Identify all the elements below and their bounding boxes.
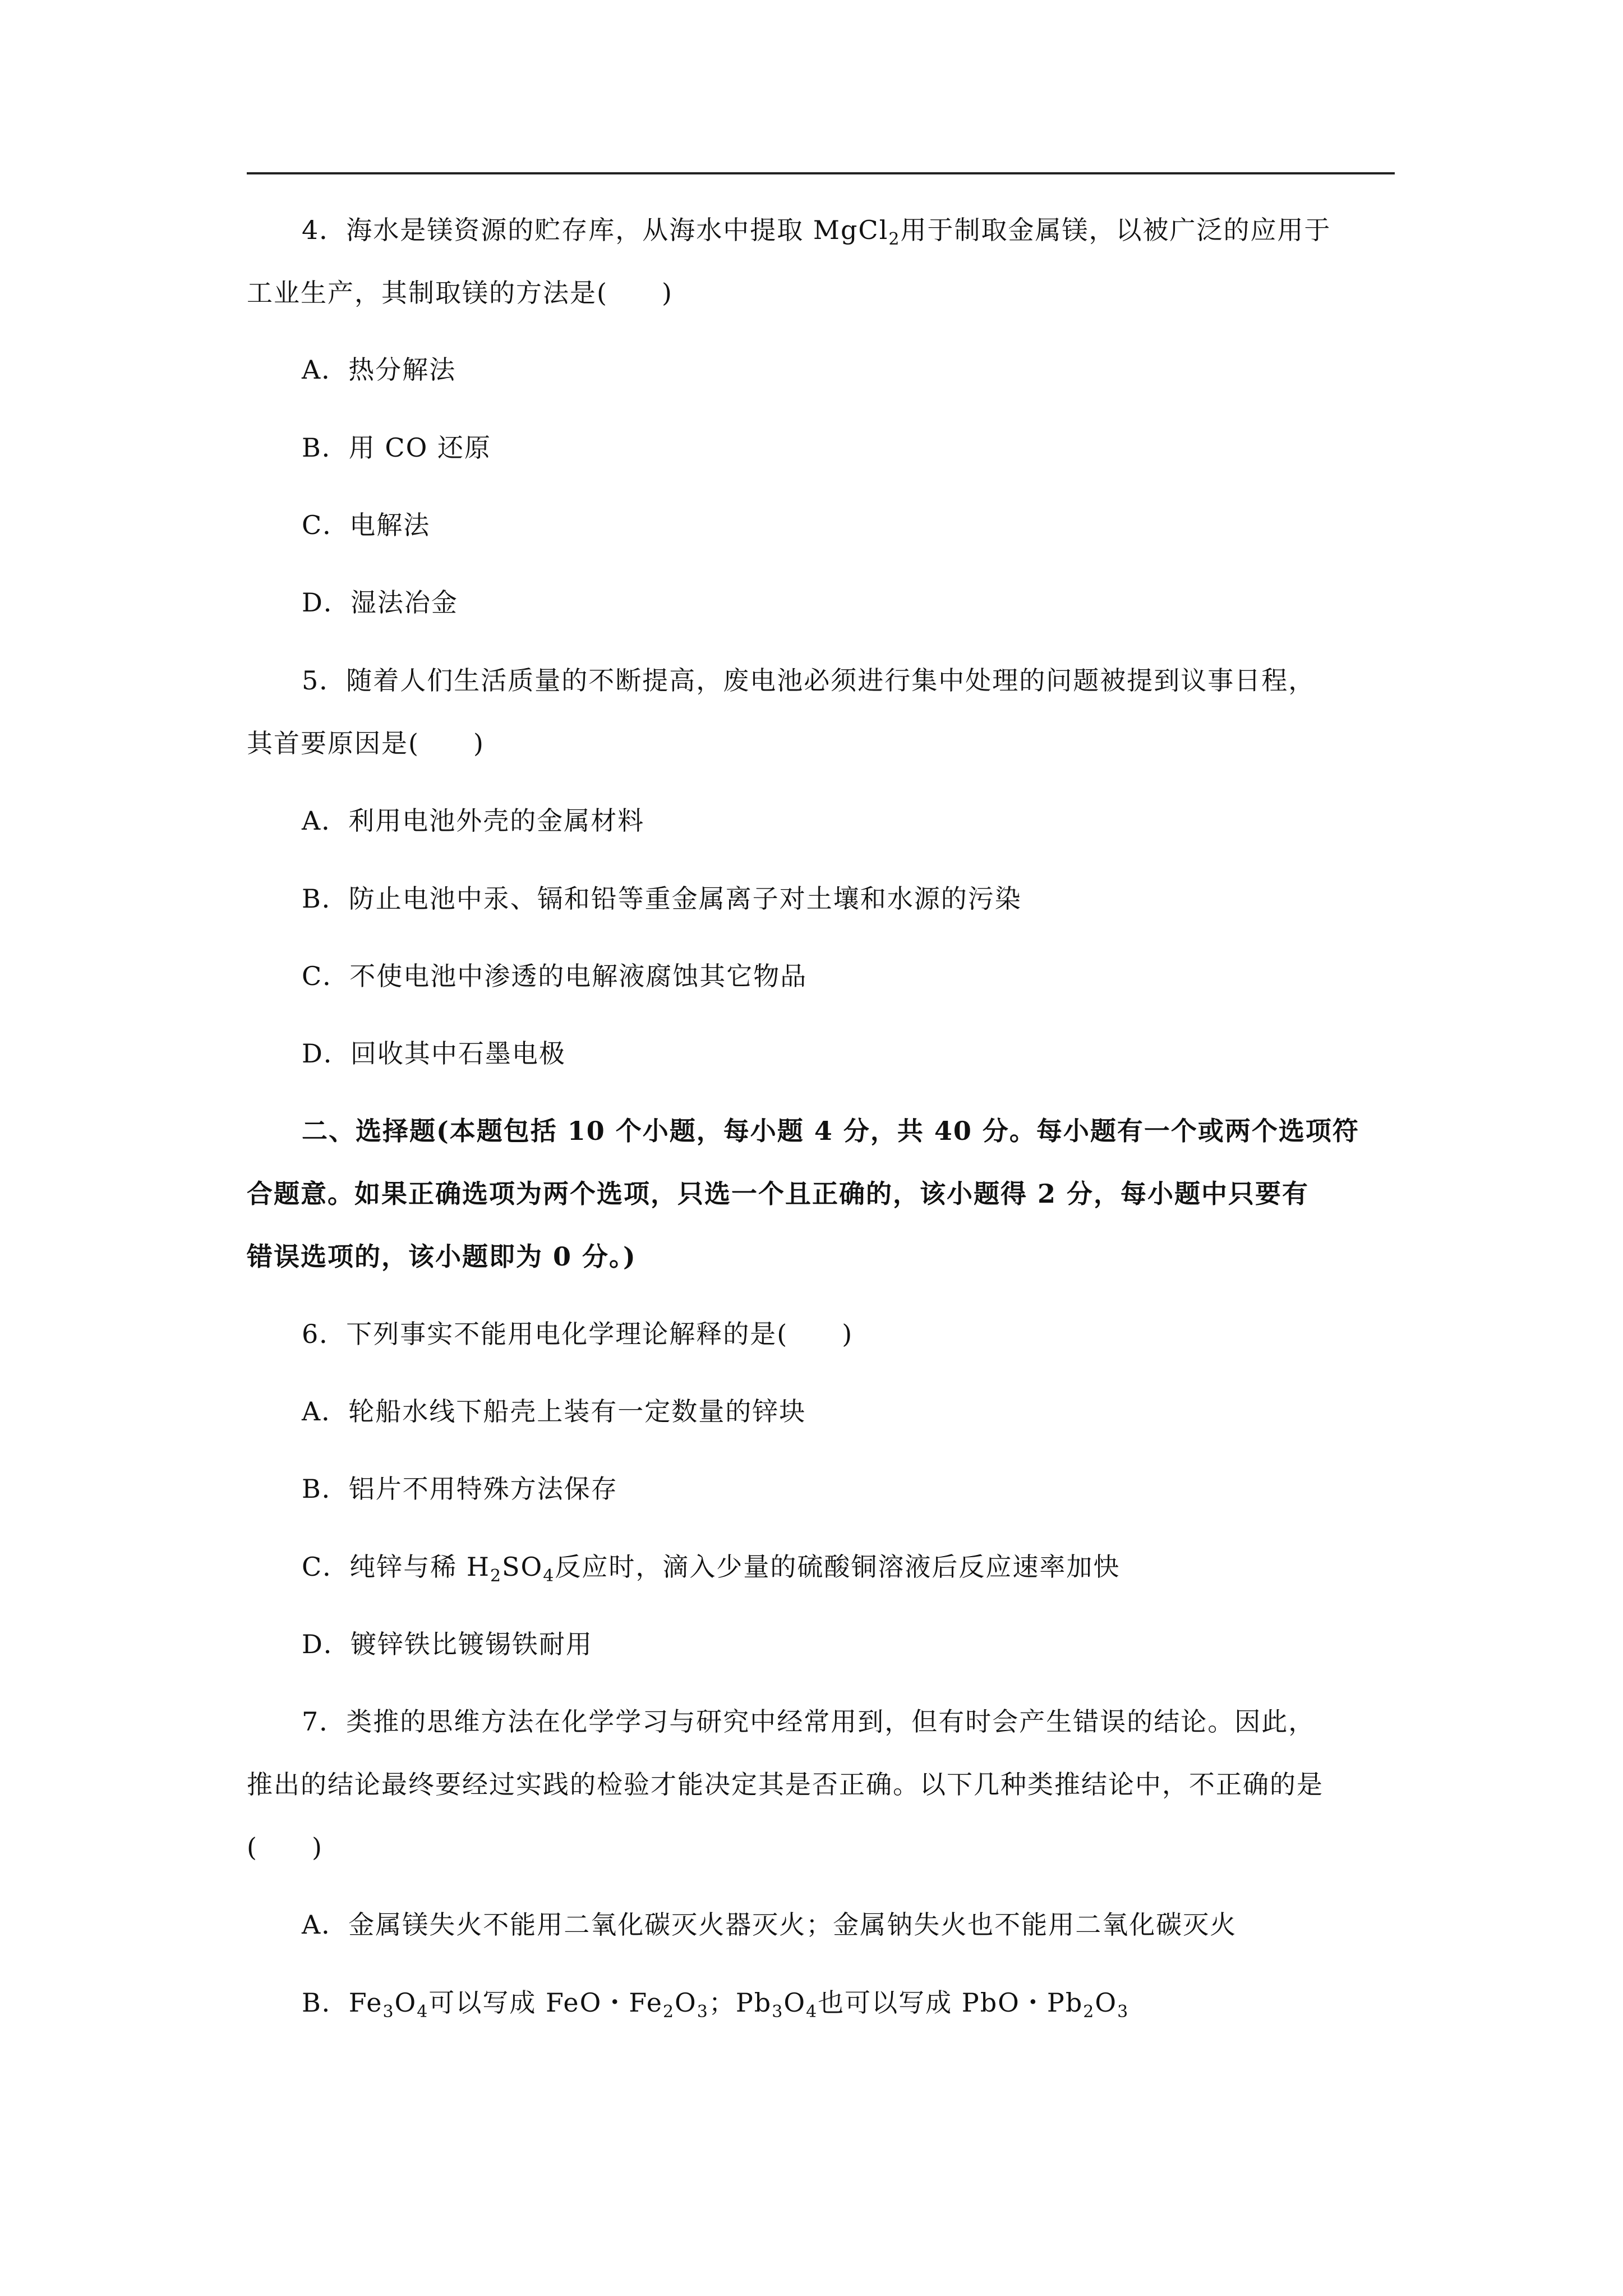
q6-option-c xyxy=(302,1550,1120,1584)
q6-option-c-formula: SO xyxy=(502,1552,543,1582)
q7-b-sub-6: 4 xyxy=(806,2002,818,2022)
q7-b-sub-4: 3 xyxy=(697,2002,709,2022)
q5-stem-line2: 其首要原因是( ) xyxy=(247,728,485,758)
q6-subscript-2: 4 xyxy=(543,1566,555,1586)
q7-stem-line3: ( ) xyxy=(247,1832,323,1862)
q7-option-a: A．金属镁失火不能用二氧化碳灭火器灭火；金属钠失火也不能用二氧化碳灭火 xyxy=(302,1910,1237,1940)
q5-option-a: A．利用电池外壳的金属材料 xyxy=(302,806,645,836)
q4-stem-line1 xyxy=(302,213,1331,247)
q7-b-sub-1: 3 xyxy=(382,2002,395,2022)
q7-b-text-3: 可以写成 FeO・Fe xyxy=(428,1987,663,2018)
section2-heading-line1: 二、选择题(本题包括 10 个小题，每小题 4 分，共 40 分。每小题有一个或两个选项符 xyxy=(302,1116,1359,1146)
q7-stem-line1: 7．类推的思维方法在化学学习与研究中经常用到，但有时会产生错误的结论。因此， xyxy=(302,1706,1316,1737)
section2-heading-line2: 合题意。如果正确选项为两个选项，只选一个且正确的，该小题得 2 分，每小题中只要有 xyxy=(247,1179,1310,1209)
q4-subscript: 2 xyxy=(888,229,901,249)
q7-b-sub-3: 2 xyxy=(662,2002,675,2022)
q7-b-text-8: O xyxy=(1095,1987,1118,2018)
q5-stem-line1: 5．随着人们生活质量的不断提高，废电池必须进行集中处理的问题被提到议事日程， xyxy=(302,665,1316,696)
q7-b-text-7: 也可以写成 PbO・Pb xyxy=(818,1987,1083,2018)
section2-heading-line3: 错误选项的，该小题即为 0 分。) xyxy=(247,1241,637,1272)
q7-b-sub-7: 2 xyxy=(1083,2002,1095,2022)
q7-b-sub-2: 4 xyxy=(417,2002,429,2022)
q4-stem-text: 4．海水是镁资源的贮存库，从海水中提取 MgCl xyxy=(302,215,889,245)
q4-stem-line2: 工业生产，其制取镁的方法是( ) xyxy=(247,278,673,308)
q6-stem: 6．下列事实不能用电化学理论解释的是( ) xyxy=(302,1319,854,1349)
q7-b-text-2: O xyxy=(394,1987,417,2018)
q4-option-a: A．热分解法 xyxy=(302,355,457,385)
q7-b-text-4: O xyxy=(675,1987,697,2018)
q6-option-a: A．轮船水线下船壳上装有一定数量的锌块 xyxy=(302,1396,806,1427)
q5-option-d: D．回收其中石墨电极 xyxy=(302,1038,566,1069)
q6-option-b: B．铝片不用特殊方法保存 xyxy=(302,1474,618,1504)
q7-b-sub-5: 3 xyxy=(772,2002,784,2022)
q6-option-d: D．镀锌铁比镀锡铁耐用 xyxy=(302,1629,593,1659)
q7-option-b xyxy=(302,1986,1129,2022)
q4-stem-text-cont: 用于制取金属镁，以被广泛的应用于 xyxy=(900,215,1331,245)
q6-option-c-text: C．纯锌与稀 H xyxy=(302,1552,490,1582)
q7-b-text-6: O xyxy=(783,1987,806,2018)
q4-option-d: D．湿法冶金 xyxy=(302,587,458,618)
q6-subscript-1: 2 xyxy=(490,1566,502,1586)
q7-stem-line2: 推出的结论最终要经过实践的检验才能决定其是否正确。以下几种类推结论中，不正确的是 xyxy=(247,1769,1324,1800)
q7-b-sub-8: 3 xyxy=(1117,2002,1129,2022)
q5-option-b: B．防止电池中汞、镉和铅等重金属离子对土壤和水源的污染 xyxy=(302,884,1022,914)
q7-b-text-1: B．Fe xyxy=(302,1987,383,2018)
q6-option-c-text-cont: 反应时，滴入少量的硫酸铜溶液后反应速率加快 xyxy=(555,1552,1121,1582)
q5-option-c: C．不使电池中渗透的电解液腐蚀其它物品 xyxy=(302,961,808,991)
q4-option-b: B．用 CO 还原 xyxy=(302,432,491,463)
header-divider xyxy=(247,172,1395,174)
q4-option-c: C．电解法 xyxy=(302,510,431,540)
q7-b-text-5: ；Pb xyxy=(708,1987,772,2018)
